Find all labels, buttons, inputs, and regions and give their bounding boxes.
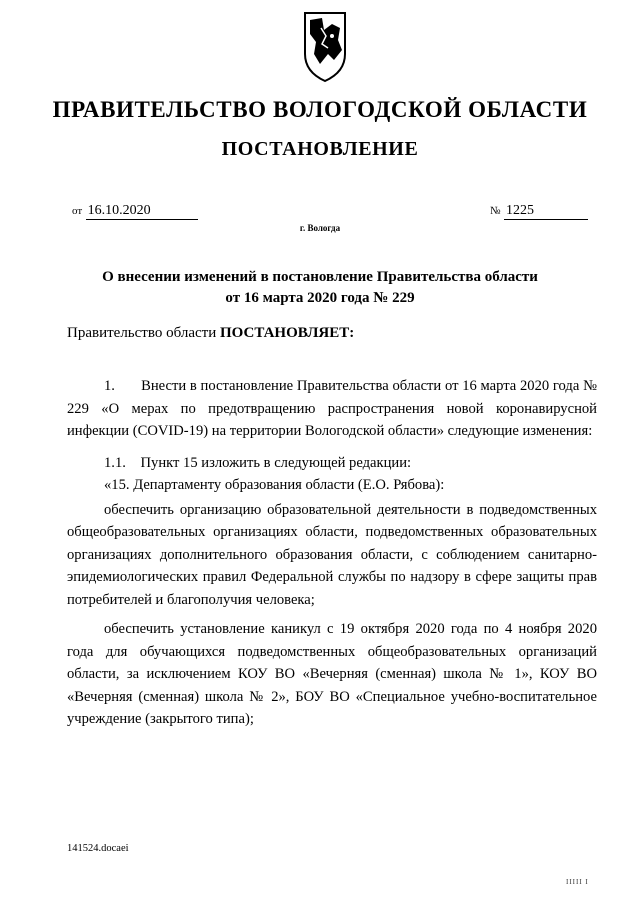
paragraph-holidays: обеспечить установление каникул с 19 октября 2020 года по 4 ноября 2020 года для обучающихся подведомственных общеобразовательных организаций области, за исключением КОУ ВО «Вечерняя (сменная) школа № 1», КОУ ВО «Вечерняя (сменная) школа № 2», БОУ ВО «Специальное учебно-воспитательное учреждение (закрытого типа);	[67, 621, 597, 727]
date-field: 16.10.2020	[86, 203, 198, 220]
number-field: 1225	[504, 203, 588, 220]
coat-of-arms-icon	[302, 10, 348, 84]
document-type-title: ПОСТАНОВЛЕНИЕ	[221, 138, 419, 160]
paragraph-1: 1. Внести в постановление Правительства области от 16 марта 2020 года № 229 «О мерах по предотвращению распространения новой коронавирусной инфекции (COVID-19) на территории Вологодской области» следующие изменения:	[67, 378, 601, 439]
number-row	[490, 203, 588, 220]
paragraph-1-1: 1.1. Пункт 15 изложить в следующей редакции:	[104, 454, 412, 471]
date-prefix: от	[72, 205, 83, 217]
footer-filename: 141524.docaei	[67, 843, 129, 854]
subject-heading	[0, 267, 640, 309]
subject-line-1: О внесении изменений в постановление Правительства области	[102, 269, 538, 285]
subject-line-2: от 16 марта 2020 года № 229	[225, 290, 415, 306]
paragraph-organize: обеспечить организацию образовательной деятельности в подведомственных общеобразовательных организациях области, подведомственных образовательных организациях дополнительного образования области, с соблюдением санитарно-эпидемиологических правил Федеральной службы по надзору в сфере защиты прав потребителей и благополучия человека;	[67, 501, 597, 608]
preamble	[67, 325, 354, 342]
number-prefix: №	[490, 205, 501, 217]
footer-code: IIIII I	[566, 878, 589, 886]
document-body	[67, 375, 601, 731]
government-title: ПРАВИТЕЛЬСТВО ВОЛОГОДСКОЙ ОБЛАСТИ	[52, 97, 588, 122]
preamble-text: Правительство области	[67, 325, 220, 341]
preamble-decree-word: ПОСТАНОВЛЯЕТ:	[219, 325, 355, 341]
date-row	[72, 203, 198, 220]
paragraph-15: «15. Департаменту образования области (Е.О. Рябова):	[104, 477, 445, 493]
city-label: г. Вологда	[299, 223, 341, 233]
